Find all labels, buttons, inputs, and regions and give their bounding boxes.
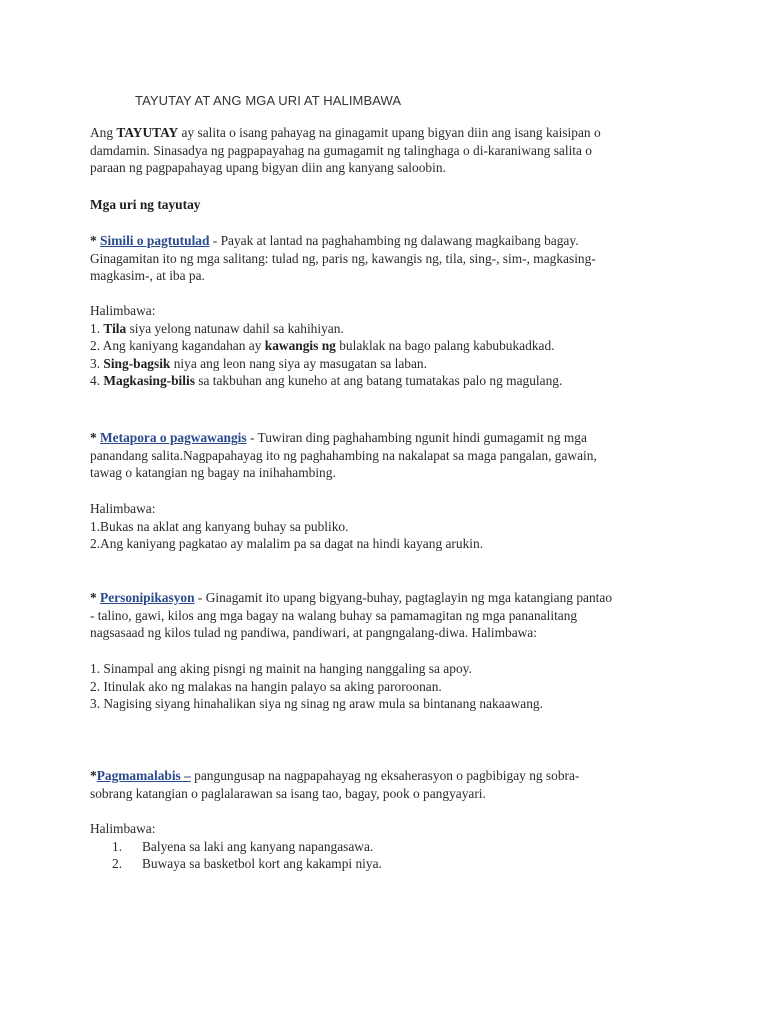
simili-bullet: * — [90, 233, 101, 248]
intro-paragraph — [90, 124, 690, 177]
intro-line-1 — [90, 124, 690, 142]
intro-line-2: damdamin. Sinasadya ng pagpapayahag na gumagamit ng talinghaga o di-karaniwang salita o — [90, 142, 592, 158]
simili-example-2: 2. Ang kaniyang kagandahan ay kawangis ng bulaklak na bago palang kabubukadkad. — [90, 338, 555, 354]
simili-example-3: 3. Sing-bagsik niya ang leon nang siya ay masugatan sa laban. — [90, 355, 427, 371]
pagmamalabis-examples — [90, 820, 690, 873]
pagmamalabis-example-2: 2. Buwaya sa basketbol kort ang kakampi niya. — [112, 856, 382, 872]
metapora-examples — [90, 500, 690, 553]
simili-examples — [90, 302, 690, 390]
metapora-line1-text: - Tuwiran ding paghahambing ngunit hindi gumagamit ng mga — [246, 430, 587, 445]
personipikasyon-example-1: 1. Sinampal ang aking pisngi ng mainit na hanging nanggaling sa apoy. — [90, 661, 472, 676]
simili-example-1: 1. Tila siya yelong natunaw dahil sa kahihiyan. — [90, 320, 344, 336]
simili-section — [90, 232, 690, 285]
personipikasyon-bullet: * — [90, 590, 101, 605]
metapora-line-3: tawag o katangian ng bagay na inihahambing. — [90, 465, 336, 481]
personipikasyon-line-2: - talino, gawi, kilos ang mga bagay na walang buhay sa pamamagitan ng mga pananalitang — [90, 607, 578, 623]
pagmamalabis-bullet: * — [90, 768, 97, 783]
simili-line-3: magkasim-, at iba pa. — [90, 268, 205, 284]
intro-term: TAYUTAY — [116, 125, 179, 140]
pagmamalabis-example-label: Halimbawa: — [90, 821, 156, 836]
pagmamalabis-line-1 — [90, 767, 690, 785]
personipikasyon-example-2: 2. Itinulak ako ng malakas na hangin palayo sa aking paroroonan. — [90, 678, 442, 694]
pagmamalabis-section — [90, 767, 690, 802]
metapora-bullet: * — [90, 430, 101, 445]
simili-line-1 — [90, 232, 690, 250]
metapora-example-2: 2.Ang kaniyang pagkatao ay malalim pa sa dagat na hindi kayang arukin. — [90, 536, 484, 552]
simili-example-4: 4. Magkasing-bilis sa takbuhan ang kuneho at ang batang tumatakas palo ng magulang. — [90, 373, 563, 389]
simili-line-2: Ginagamitan ito ng mga salitang: tulad ng, paris ng, kawangis ng, tila, sing-, sim-, magkasing- — [90, 250, 596, 266]
simili-link[interactable]: Simili o pagtutulad — [100, 233, 210, 248]
pagmamalabis-line1-text: pangungusap na nagpapahayag ng eksaherasyon o pagbibigay ng sobra- — [190, 768, 580, 783]
types-heading: Mga uri ng tayutay — [90, 197, 201, 212]
metapora-example-1: 1.Bukas na aklat ang kanyang buhay sa publiko. — [90, 518, 349, 534]
pagmamalabis-link[interactable]: Pagmamalabis – — [96, 768, 191, 783]
personipikasyon-line-3: nagsasaad ng kilos tulad ng pandiwa, pandiwari, at pangngalang-diwa. Halimbawa: — [90, 625, 537, 641]
personipikasyon-examples — [90, 660, 690, 713]
intro-pre: Ang — [90, 125, 117, 140]
personipikasyon-line-1 — [90, 589, 690, 607]
personipikasyon-line1-text: - Ginagamit ito upang bigyang-buhay, pagtaglayin ng mga katangiang pantao — [194, 590, 613, 605]
metapora-section — [90, 429, 690, 482]
types-heading-block — [90, 196, 690, 214]
simili-line1-text: - Payak at lantad na paghahambing ng dalawang magkaibang bagay. — [209, 233, 579, 248]
metapora-line-2: panandang salita.Nagpapahayag ito ng paghahambing na nakalapat sa maga pangalan, gawain, — [90, 447, 597, 463]
pagmamalabis-example-1: 1. Balyena sa laki ang kanyang napangasawa. — [112, 838, 374, 854]
pagmamalabis-line-2: sobrang katangian o paglalarawan sa isang tao, bagay, pook o pangyayari. — [90, 785, 486, 801]
personipikasyon-link[interactable]: Personipikasyon — [100, 590, 195, 605]
intro-line-3: paraan ng pagpapahayag upang bigyan diin ang kanyang saloobin. — [90, 160, 446, 176]
metapora-link[interactable]: Metapora o pagwawangis — [100, 430, 247, 445]
intro-line1-text: ay salita o isang pahayag na ginagamit upang bigyan diin ang isang kaisipan o — [178, 125, 601, 140]
simili-example-label: Halimbawa: — [90, 303, 156, 318]
page-title: TAYUTAY AT ANG MGA URI AT HALIMBAWA — [135, 93, 402, 108]
metapora-line-1 — [90, 429, 690, 447]
metapora-example-label: Halimbawa: — [90, 501, 156, 516]
personipikasyon-section — [90, 589, 690, 642]
personipikasyon-example-3: 3. Nagising siyang hinahalikan siya ng sinag ng araw mula sa bintanang nakaawang. — [90, 696, 543, 712]
